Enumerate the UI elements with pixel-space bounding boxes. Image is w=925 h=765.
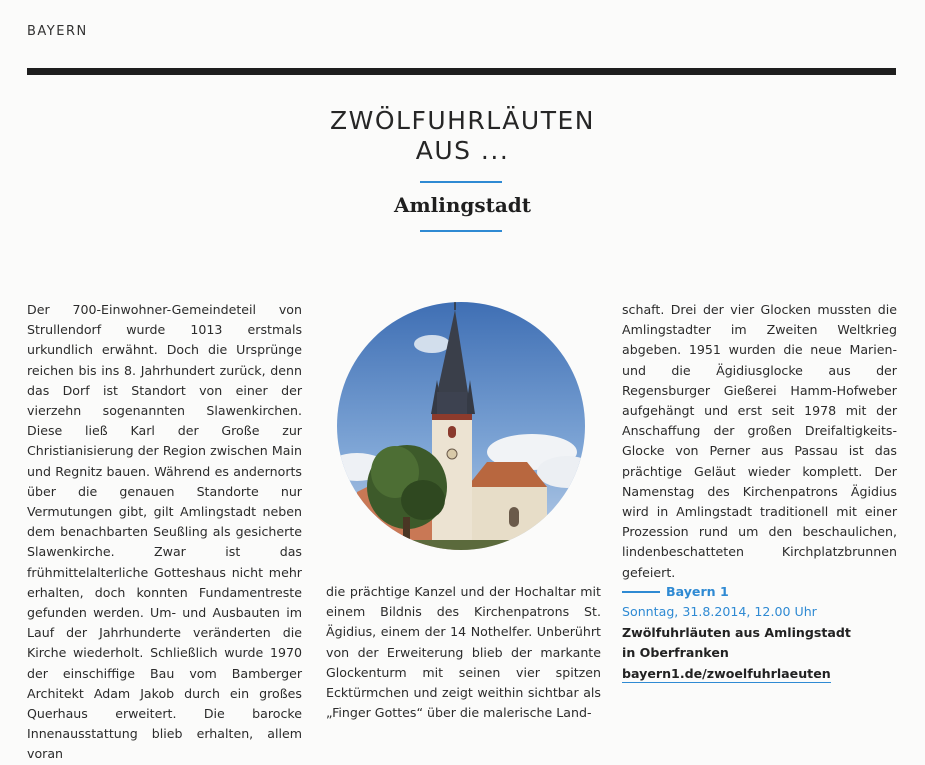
- broadcast-info: [622, 582, 902, 684]
- program-url-link[interactable]: bayern1.de/zwoelfuhrlaeuten: [622, 665, 831, 681]
- divider-bottom: [420, 230, 502, 232]
- title-line-1: ZWÖLFUHRLÄUTEN: [330, 106, 595, 135]
- program-region: in Oberfranken: [622, 645, 729, 661]
- title-line-2: AUS ...: [415, 136, 510, 165]
- header-rule: [27, 68, 896, 75]
- broadcast-datetime: Sonntag, 31.8.2014, 12.00 Uhr: [622, 604, 817, 620]
- church-photo: [337, 302, 585, 550]
- page-title: [260, 106, 665, 166]
- article-column-left: Der 700-Einwohner-Gemeindeteil von Strullendorf wurde 1013 erstmals urkundlich erwähnt. Doch die Ursprünge reichen bis ins 8. Jahrhundert zurück, denn das Dorf ist Standort von einer der vierzehn sogenannten Slawenkirchen. Diese ließ Karl der Große zur Christianisierung der Region zwischen Main und Regnitz bauen. Während es andernorts über die genauen Standorte nur Vermutungen gibt, gilt Amlingstadt neben dem benachbarten Seußling als gesicherte Slawenkirche. Zwar ist das frühmittelalterliche Gotteshaus nicht mehr erhalten, doch konnten Fundamentreste gefunden werden. Um- und Ausbauten im Lauf der Jahrhunderte veränderten die Kirche wiederholt. Schließlich wurde 1970 der einschiffige Bau vom Bamberger Architekt Adam Jakob durch ein großes Querhaus erweitert. Die barocke Innenausstattung blieb erhalten, allem voran: [27, 302, 302, 762]
- program-title: Zwölfuhrläuten aus Amlingstadt: [622, 624, 851, 640]
- place-name: Amlingstadt: [393, 193, 532, 217]
- article-column-middle: die prächtige Kanzel und der Hochaltar mit einem Bildnis des Kirchenpatrons St. Ägidius, einem der 14 Nothelfer. Unberührt von der Erweiterung blieb der markante Glockenturm mit seinen vier spitzen Ecktürmchen und zeigt weithin sichtbar als „Finger Gottes“ über die malerische Land-: [326, 584, 601, 721]
- station-dash: [622, 591, 660, 593]
- divider-top: [420, 181, 502, 183]
- section-label: BAYERN: [27, 24, 88, 39]
- station-line: [622, 582, 902, 602]
- station-name: Bayern 1: [666, 584, 729, 599]
- article-column-right: schaft. Drei der vier Glocken mussten die Amlingstadter im Zweiten Weltkrieg abgeben. 1951 wurden die neue Marien- und die Ägidiusglocke aus der Regensburger Gießerei Hamm-Hofweber aufgehängt und erst seit 1978 mit der Anschaffung der großen Dreifaltigkeits-Glocke von Perner aus Passau ist das prächtige Geläut wieder komplett. Der Namenstag des Kirchenpatrons Ägidius wird in Amlingstadt traditionell mit einer Prozession rund um den beschaulichen, lindenbeschatteten Kirchplatzbrunnen gefeiert.: [622, 302, 897, 580]
